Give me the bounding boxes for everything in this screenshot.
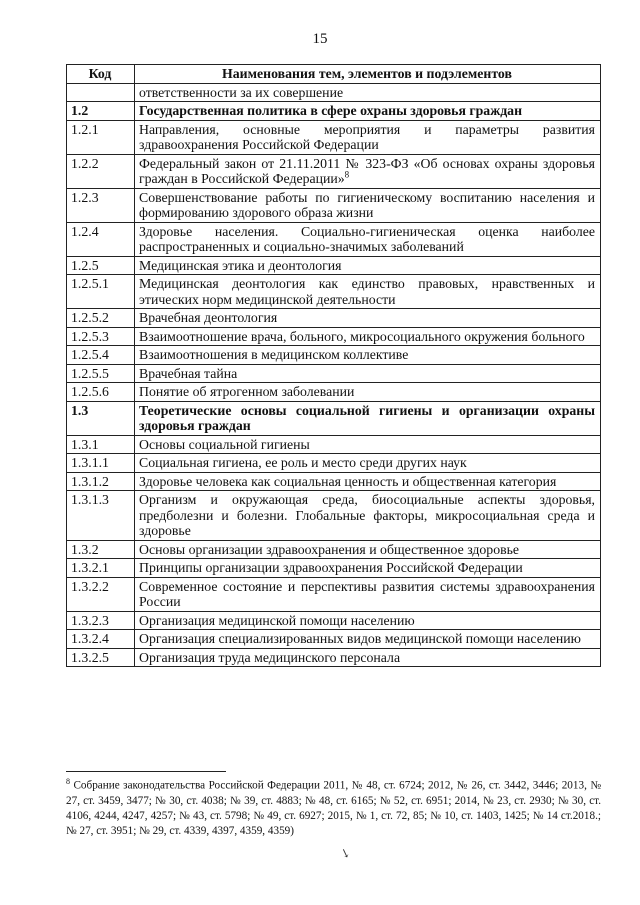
row-title-text: Понятие об ятрогенном заболевании — [139, 384, 355, 399]
footnote-reference: 8 — [344, 169, 350, 180]
row-title — [135, 275, 601, 309]
table-row — [67, 611, 601, 630]
row-title — [135, 401, 601, 435]
row-code: 1.2.5.5 — [67, 364, 135, 383]
row-title-text: Направления, основные мероприятия и параметры развития здравоохранения Российской Федерации — [139, 121, 595, 152]
footnote — [66, 774, 601, 840]
row-title-text: ответственности за их совершение — [139, 84, 344, 100]
row-code: 1.3.2.3 — [67, 611, 135, 630]
row-title — [135, 491, 601, 541]
row-code: 1.3.2.4 — [67, 630, 135, 649]
table-row — [67, 577, 601, 611]
row-title — [135, 472, 601, 491]
footnote-text: Собрание законодательства Российской Федерации 2011, № 48, ст. 6724; 2012, № 26, ст. 3442, 3446; 2013, № 27, ст. 3459, 3477; № 30, ст. 4038; № 39, ст. 4883; № 48, ст. 6165; № 52, ст. 6951; 2014, № 23, ст. 2930; № 30, ст. 4106, 4244, 4247, 4257; № 43, ст. 5798; № 49, ст. 6927; 2015, № 1, ст. 72, 85; № 10, ст. 1403, 1425; № 14 ст.2018.; № 27, ст. 3951; № 29, ст. 4339, 4397, 4359, 4359) — [66, 779, 601, 838]
table-header-row — [67, 65, 601, 84]
table-row — [67, 435, 601, 454]
row-title-text: Здоровье населения. Социально-гигиеническая оценка наиболее распространенных и социально-значимых заболеваний — [139, 223, 595, 254]
row-code: 1.2.4 — [67, 222, 135, 256]
row-title — [135, 102, 601, 121]
row-title — [135, 309, 601, 328]
row-code: 1.2.5.4 — [67, 346, 135, 365]
row-title-text: Федеральный закон от 21.11.2011 № 323-ФЗ «Об основах охраны здоровья граждан в Российской Федерации» — [139, 155, 595, 186]
row-title — [135, 383, 601, 402]
row-title-text: Принципы организации здравоохранения Российской Федерации — [139, 560, 523, 575]
row-title-text: Взаимоотношения в медицинском коллективе — [139, 347, 409, 362]
table-row — [67, 83, 601, 102]
row-title-text: Взаимоотношение врача, больного, микросоциального окружения больного — [139, 328, 585, 344]
row-title — [135, 540, 601, 559]
row-title-text: Организация труда медицинского персонала — [139, 649, 401, 665]
table-row — [67, 630, 601, 649]
table-row — [67, 120, 601, 154]
row-title-text: Совершенствование работы по гигиеническому воспитанию населения и формированию здорового образа жизни — [139, 189, 595, 220]
row-code: 1.3.1 — [67, 435, 135, 454]
row-code: 1.3.2.1 — [67, 559, 135, 578]
table-row — [67, 327, 601, 346]
row-title-text: Медицинская деонтология как единство правовых, нравственных и этических норм медицинской деятельности — [139, 276, 595, 307]
row-code: 1.2.5.6 — [67, 383, 135, 402]
row-title-text: Врачебная деонтология — [139, 310, 278, 325]
table-row — [67, 222, 601, 256]
row-title-text: Организм и окружающая среда, биосоциальные аспекты здоровья, предболезни и болезни. Глобальные факторы, микросоциальная среда и здоровье — [139, 492, 595, 538]
topics-table — [66, 64, 601, 667]
table-row — [67, 454, 601, 473]
row-code: 1.3.2.5 — [67, 648, 135, 667]
row-title-text: Организация медицинской помощи населению — [139, 612, 415, 628]
row-title — [135, 364, 601, 383]
row-title — [135, 630, 601, 649]
table-row — [67, 648, 601, 667]
header-code: Код — [67, 65, 135, 84]
row-code: 1.2 — [67, 102, 135, 121]
table-row — [67, 491, 601, 541]
table-row — [67, 364, 601, 383]
row-title-text: Медицинская этика и деонтология — [139, 257, 342, 273]
table-row — [67, 154, 601, 188]
row-title — [135, 454, 601, 473]
table-row — [67, 256, 601, 275]
row-title — [135, 327, 601, 346]
table-row — [67, 559, 601, 578]
row-title-text: Основы организации здравоохранения и общественное здоровье — [139, 541, 520, 557]
table-row — [67, 346, 601, 365]
row-title — [135, 222, 601, 256]
row-title-text: Современное состояние и перспективы развития системы здравоохранения России — [139, 578, 595, 609]
table-row — [67, 309, 601, 328]
row-code: 1.3.2 — [67, 540, 135, 559]
table-row — [67, 275, 601, 309]
row-title-text: Врачебная тайна — [139, 365, 238, 381]
row-title — [135, 559, 601, 578]
row-title — [135, 346, 601, 365]
row-code — [67, 83, 135, 102]
row-title — [135, 435, 601, 454]
row-title — [135, 577, 601, 611]
row-title — [135, 611, 601, 630]
table-row — [67, 401, 601, 435]
footnote-marker: 8 — [66, 777, 70, 786]
scan-artifact-mark: ↘ — [338, 844, 353, 862]
table-row — [67, 383, 601, 402]
footnote-separator — [66, 771, 226, 772]
row-title — [135, 154, 601, 188]
row-title — [135, 120, 601, 154]
table-row — [67, 188, 601, 222]
row-code: 1.2.5.1 — [67, 275, 135, 309]
row-title-text: Здоровье человека как социальная ценность и общественная категория — [139, 473, 557, 489]
row-title-text: Теоретические основы социальной гигиены и организации охраны здоровья граждан — [139, 402, 595, 433]
row-title — [135, 648, 601, 667]
page-number: 15 — [312, 31, 328, 47]
row-code: 1.2.3 — [67, 188, 135, 222]
row-code: 1.2.5.2 — [67, 309, 135, 328]
row-title-text: Социальная гигиена, ее роль и место среди других наук — [139, 455, 467, 470]
row-title — [135, 83, 601, 102]
row-title — [135, 256, 601, 275]
table-body — [67, 83, 601, 667]
row-code: 1.2.5.3 — [67, 327, 135, 346]
row-code: 1.2.1 — [67, 120, 135, 154]
row-title-text: Организация специализированных видов медицинской помощи населению — [139, 631, 581, 646]
row-code: 1.2.2 — [67, 154, 135, 188]
row-code: 1.3.1.1 — [67, 454, 135, 473]
header-title: Наименования тем, элементов и подэлементов — [135, 65, 601, 84]
row-code: 1.3 — [67, 401, 135, 435]
row-title-text: Государственная политика в сфере охраны здоровья граждан — [139, 103, 523, 118]
row-code: 1.3.1.3 — [67, 491, 135, 541]
table-row — [67, 102, 601, 121]
row-title — [135, 188, 601, 222]
table-row — [67, 540, 601, 559]
row-code: 1.3.1.2 — [67, 472, 135, 491]
row-code: 1.2.5 — [67, 256, 135, 275]
row-title-text: Основы социальной гигиены — [139, 436, 310, 452]
row-code: 1.3.2.2 — [67, 577, 135, 611]
table-row — [67, 472, 601, 491]
